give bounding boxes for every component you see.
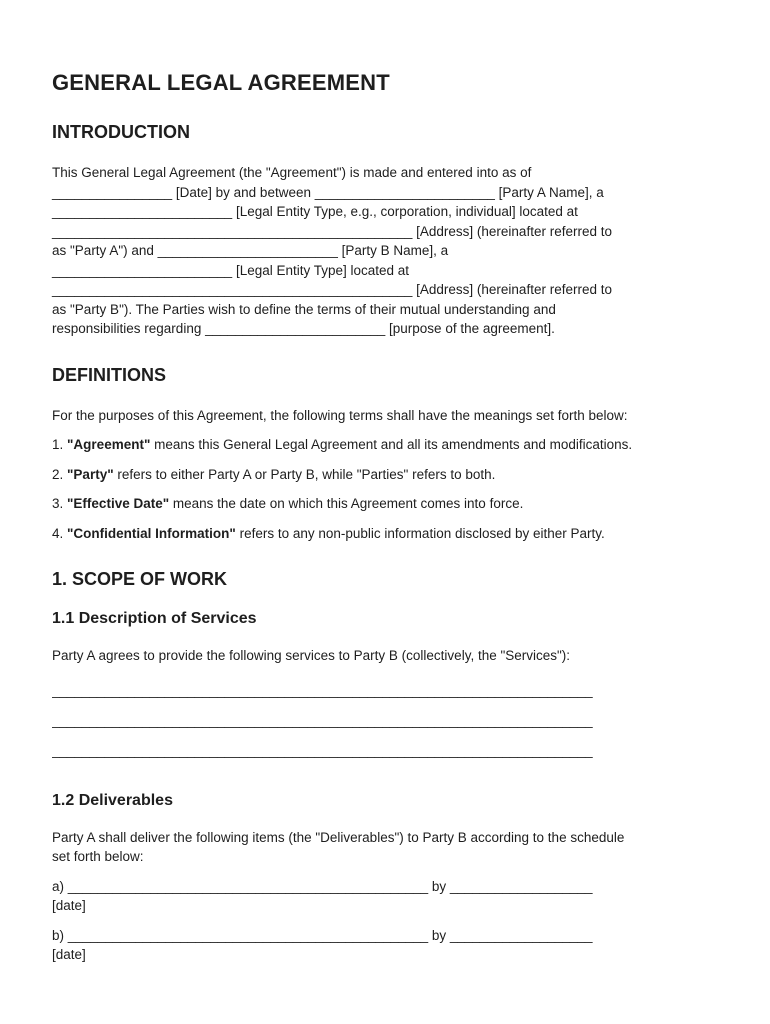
deliverables-text-line: set forth below: [52, 849, 144, 864]
introduction-line: as "Party A") and ________________________ [Party B Name], a [52, 243, 449, 258]
services-text: Party A agrees to provide the following services to Party B (collectively, the "Services"): [52, 648, 571, 663]
introduction-line: as "Party B"). The Parties wish to define the terms of their mutual understanding and [52, 301, 556, 317]
definition-text: refers to either Party A or Party B, while "Parties" refers to both. [117, 466, 496, 482]
definition-item [52, 494, 718, 514]
blank-line: ________________________________________________________________________ [52, 682, 593, 698]
scope-section [52, 569, 718, 965]
definitions-section [52, 365, 718, 544]
introduction-line: responsibilities regarding ________________________ [purpose of the agreement]. [52, 321, 555, 336]
introduction-line: This General Legal Agreement (the "Agreement") is made and entered into as of [52, 165, 532, 180]
definition-number: 1. [52, 437, 64, 452]
introduction-line: ________________________________________________ [Address] (hereinafter referred to [52, 282, 612, 297]
definition-item [52, 465, 718, 485]
definition-text: means the date on which this Agreement comes into force. [172, 496, 524, 511]
introduction-section [52, 122, 718, 339]
definition-number: 4. [52, 525, 64, 541]
introduction-line: ________________________ [Legal Entity Type, e.g., corporation, individual] located at [52, 204, 578, 219]
blank-line: ________________________________________________________________________ [52, 712, 593, 728]
definition-term: "Confidential Information" [67, 525, 236, 541]
deliverable-line: a) ________________________________________________ by ___________________ [52, 878, 593, 894]
introduction-heading: INTRODUCTION [52, 122, 190, 142]
definition-number: 3. [52, 496, 64, 511]
deliverables-heading: 1.2 Deliverables [52, 791, 173, 809]
definition-number: 2. [52, 466, 64, 482]
deliverable-line: b) ________________________________________________ by ___________________ [52, 927, 593, 943]
deliverables-subsection [52, 792, 718, 965]
definition-item [52, 524, 718, 544]
definitions-intro: For the purposes of this Agreement, the following terms shall have the meanings set forth below: [52, 407, 628, 423]
introduction-line: ________________________________________________ [Address] (hereinafter referred to [52, 223, 612, 239]
deliverables-list [52, 877, 718, 965]
definition-text: means this General Legal Agreement and all its amendments and modifications. [154, 437, 633, 452]
deliverable-date: [date] [52, 898, 86, 913]
introduction-line: ________________________ [Legal Entity Type] located at [52, 262, 410, 278]
deliverable-date: [date] [52, 947, 86, 962]
deliverable-item [52, 877, 718, 916]
services-blank-lines [52, 676, 718, 766]
services-heading: 1.1 Description of Services [52, 610, 257, 627]
definition-item [52, 435, 718, 455]
definition-term: "Agreement" [67, 437, 151, 452]
deliverable-item [52, 926, 718, 965]
definition-term: "Party" [67, 466, 114, 482]
introduction-line: ________________ [Date] by and between ________________________ [Party A Name], a [52, 184, 604, 200]
definitions-heading: DEFINITIONS [52, 364, 167, 385]
scope-heading: 1. SCOPE OF WORK [52, 569, 228, 589]
definition-text: refers to any non-public information disclosed by either Party. [239, 525, 605, 541]
document-title: GENERAL LEGAL AGREEMENT [52, 70, 390, 95]
deliverables-text-line: Party A shall deliver the following items (the "Deliverables") to Party B according to the schedule [52, 829, 625, 845]
blank-line: ________________________________________________________________________ [52, 742, 593, 758]
services-subsection [52, 610, 718, 766]
definition-term: "Effective Date" [67, 496, 170, 511]
